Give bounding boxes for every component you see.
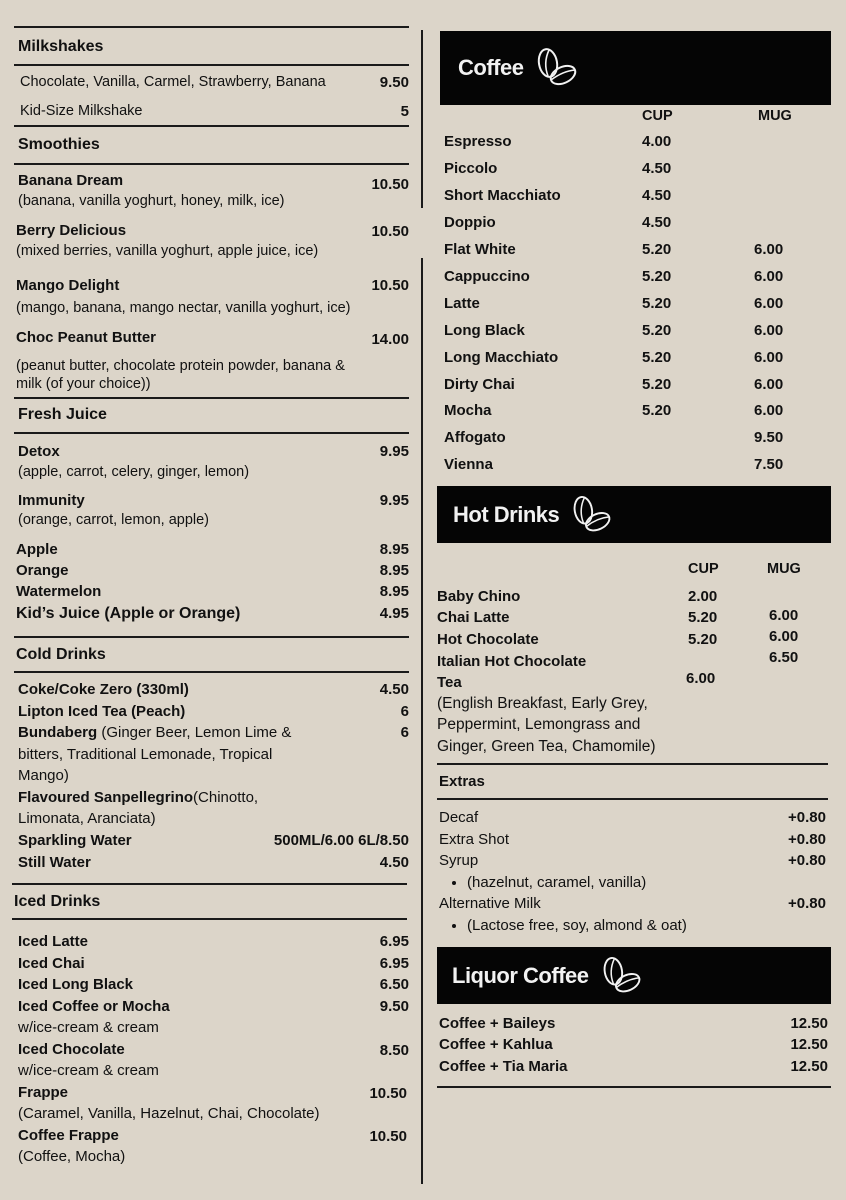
hot-drinks-banner [437, 486, 831, 543]
menu-item-price: 10.50 [371, 277, 409, 294]
menu-item-price: 500ML/6.00 6L/8.50 [273, 832, 409, 849]
menu-item-price: 8.50 [379, 1042, 409, 1059]
section-title-iced-drinks: Iced Drinks [14, 893, 101, 910]
section-title-hot-drinks: Hot Drinks [453, 501, 560, 527]
menu-item-price: 9.95 [379, 443, 409, 460]
menu-item-name: Latte [444, 295, 480, 312]
menu-item-name: Coffee + Tia Maria [439, 1058, 568, 1075]
column-separator [421, 258, 423, 1184]
menu-item-price: 8.95 [379, 541, 409, 558]
menu-item-desc: milk (of your choice)) [16, 376, 151, 392]
menu-item-name: Iced Latte [18, 933, 89, 950]
mug-price: 6.00 [754, 268, 784, 285]
tea-desc: Peppermint, Lemongrass and [437, 716, 641, 733]
menu-item-price: 4.50 [379, 681, 409, 698]
menu-item-name: Detox [18, 443, 60, 460]
tea-desc: (English Breakfast, Early Grey, [437, 695, 648, 712]
menu-item-desc: (mixed berries, vanilla yoghurt, apple juice, ice) [16, 243, 319, 259]
divider [14, 163, 409, 165]
cup-price: 2.00 [688, 588, 718, 605]
menu-item-desc: (banana, vanilla yoghurt, honey, milk, ice) [18, 193, 285, 209]
menu-item-name: Tea [437, 674, 462, 691]
menu-item-name: Cappuccino [444, 268, 530, 285]
menu-item-name: Sparkling Water [18, 832, 132, 849]
menu-item-name: Bundaberg [18, 724, 98, 741]
extra-price: +0.80 [788, 831, 826, 848]
menu-item-name: Coffee + Kahlua [439, 1036, 553, 1053]
menu-item-desc: (orange, carrot, lemon, apple) [18, 512, 210, 528]
column-header-mug: MUG [767, 561, 801, 577]
menu-item-name: Lipton Iced Tea (Peach) [18, 703, 186, 720]
menu-item-desc: (peanut butter, chocolate protein powder, banana & [16, 358, 345, 374]
section-title-coffee: Coffee [458, 55, 524, 80]
menu-item-price: 6 [400, 724, 409, 741]
menu-item-name: Mocha [444, 402, 492, 419]
extra-price: +0.80 [788, 809, 826, 826]
menu-item-price: 10.50 [369, 1128, 407, 1145]
mug-price: 6.00 [754, 295, 784, 312]
cup-price: 4.00 [642, 133, 672, 150]
cup-price: 4.50 [642, 187, 672, 204]
mug-price: 7.50 [754, 456, 784, 473]
menu-item-desc: Limonata, Aranciata) [18, 810, 156, 827]
column-header-mug: MUG [758, 108, 792, 124]
menu-item-desc: (Caramel, Vanilla, Hazelnut, Chai, Chocolate) [18, 1105, 320, 1122]
extra-detail-list [439, 917, 687, 934]
cup-price: 5.20 [642, 295, 672, 312]
menu-item-name: Immunity [18, 492, 85, 509]
menu-item-name: Apple [16, 541, 58, 558]
menu-item-desc: w/ice-cream & cream [18, 1019, 159, 1036]
coffee-banner [440, 31, 831, 105]
menu-item-price: 12.50 [790, 1058, 828, 1075]
menu-item-name: Iced Long Black [18, 976, 134, 993]
divider [14, 125, 409, 127]
cup-price: 5.20 [642, 268, 672, 285]
menu-item-name: Espresso [444, 133, 512, 150]
menu-item-name: Flat White [444, 241, 516, 258]
menu-item-price: 9.50 [379, 998, 409, 1015]
menu-item-name: Flavoured Sanpellegrino [18, 789, 194, 806]
coffee-beans-icon [569, 493, 613, 537]
menu-item-price: 5 [400, 103, 409, 120]
menu-item-price: 10.50 [371, 176, 409, 193]
cup-price: 5.20 [688, 609, 718, 626]
column-header-cup: CUP [642, 108, 673, 124]
mug-price: 6.00 [754, 349, 784, 366]
menu-item-price: 9.95 [379, 492, 409, 509]
menu-item-price: 6.95 [379, 955, 409, 972]
extra-detail: • (Lactose free, soy, almond & oat) [467, 917, 687, 934]
coffee-beans-icon [533, 45, 579, 91]
menu-item-name: Iced Chocolate [18, 1041, 125, 1058]
menu-item-name: Piccolo [444, 160, 498, 177]
menu-item-name: Berry Delicious [16, 222, 127, 239]
menu-item-name: Watermelon [16, 583, 102, 600]
cup-price: 5.20 [642, 241, 672, 258]
menu-item-name: Coffee Frappe [18, 1127, 119, 1144]
divider [437, 763, 828, 765]
section-title-liquor-coffee: Liquor Coffee [452, 962, 589, 988]
divider [437, 1086, 831, 1088]
mug-price: 6.00 [754, 376, 784, 393]
divider [14, 397, 409, 399]
mug-price: 6.00 [769, 628, 799, 645]
menu-item-name: Dirty Chai [444, 376, 515, 393]
menu-item-name: Mango Delight [16, 277, 120, 294]
divider [14, 636, 409, 638]
menu-item-name: Baby Chino [437, 588, 521, 605]
extra-name: Decaf [439, 809, 479, 826]
menu-item-price: 6 [400, 703, 409, 720]
cup-price: 5.20 [642, 402, 672, 419]
menu-item-desc: (Coffee, Mocha) [18, 1148, 126, 1165]
menu-item-desc: w/ice-cream & cream [18, 1062, 159, 1079]
menu-item-name: Iced Chai [18, 955, 85, 972]
menu-item-price: 12.50 [790, 1015, 828, 1032]
extra-detail-list [439, 874, 646, 891]
liquor-coffee-banner [437, 947, 831, 1004]
menu-item-name: Coke/Coke Zero (330ml) [18, 681, 189, 698]
menu-item-name: Long Macchiato [444, 349, 559, 366]
menu-item-price: 6.50 [379, 976, 409, 993]
coffee-beans-icon [599, 954, 643, 998]
divider [14, 64, 409, 66]
divider [12, 918, 407, 920]
menu-item-price: 8.95 [379, 562, 409, 579]
section-title-fresh-juice: Fresh Juice [18, 406, 107, 423]
menu-item-desc: (mango, banana, mango nectar, vanilla yoghurt, ice) [16, 300, 351, 316]
cup-price: 4.50 [642, 214, 672, 231]
mug-price: 6.00 [754, 322, 784, 339]
menu-item-name: Frappe [18, 1084, 69, 1101]
menu-item-name: Coffee + Baileys [439, 1015, 556, 1032]
menu-item-name: Vienna [444, 456, 493, 473]
menu-item-name: Iced Coffee or Mocha [18, 998, 170, 1015]
mug-price: 6.00 [754, 241, 784, 258]
menu-item-bundaberg [18, 724, 291, 741]
menu-item-name: Chai Latte [437, 609, 510, 626]
mug-price: 6.00 [769, 607, 799, 624]
menu-item-price: 6.95 [379, 933, 409, 950]
menu-item-price: 9.50 [379, 74, 409, 91]
menu-item-price: 14.00 [371, 331, 409, 348]
divider [437, 798, 828, 800]
extra-name: Alternative Milk [439, 895, 541, 912]
menu-item-price: 4.95 [379, 605, 409, 622]
cup-price: 5.20 [642, 349, 672, 366]
menu-item-price: 12.50 [790, 1036, 828, 1053]
cup-price: 5.20 [688, 631, 718, 648]
menu-item-name: Choc Peanut Butter [16, 329, 157, 346]
menu-item-sanpellegrino [18, 789, 258, 806]
menu-item-price: 4.50 [379, 854, 409, 871]
menu-item-name: Long Black [444, 322, 525, 339]
extra-price: +0.80 [788, 852, 826, 869]
extra-name: Syrup [439, 852, 479, 869]
divider [14, 671, 409, 673]
section-title-milkshakes: Milkshakes [18, 38, 104, 55]
menu-item-desc: bitters, Traditional Lemonade, Tropical [18, 746, 273, 763]
divider [14, 26, 409, 28]
mug-price: 9.50 [754, 429, 784, 446]
section-title-smoothies: Smoothies [18, 136, 100, 153]
menu-item-name: Kid-Size Milkshake [20, 103, 143, 119]
menu-item-name: Affogato [444, 429, 506, 446]
cup-price: 4.50 [642, 160, 672, 177]
menu-item-price: 10.50 [369, 1085, 407, 1102]
column-separator [421, 30, 423, 208]
cup-price: 6.00 [686, 670, 716, 687]
tea-desc: Ginger, Green Tea, Chamomile) [437, 738, 656, 755]
menu-item-name: Chocolate, Vanilla, Carmel, Strawberry, Banana [20, 74, 326, 90]
menu-item-name: Banana Dream [18, 172, 124, 189]
menu-item-price: 8.95 [379, 583, 409, 600]
menu-item-desc: (Chinotto, [193, 789, 259, 806]
cup-price: 5.20 [642, 376, 672, 393]
menu-item-desc: (Ginger Beer, Lemon Lime & [97, 724, 292, 741]
extra-detail: • (hazelnut, caramel, vanilla) [467, 874, 646, 891]
menu-item-name: Short Macchiato [444, 187, 561, 204]
menu-item-name: Kid’s Juice (Apple or Orange) [16, 605, 241, 622]
extra-price: +0.80 [788, 895, 826, 912]
menu-item-name: Hot Chocolate [437, 631, 539, 648]
menu-item-name: Still Water [18, 854, 91, 871]
mug-price: 6.00 [754, 402, 784, 419]
section-title-cold-drinks: Cold Drinks [16, 646, 106, 663]
menu-item-desc: Mango) [18, 767, 69, 784]
section-title-extras: Extras [439, 773, 485, 790]
divider [14, 432, 409, 434]
extra-name: Extra Shot [439, 831, 510, 848]
menu-item-name: Orange [16, 562, 69, 579]
menu-item-desc: (apple, carrot, celery, ginger, lemon) [18, 464, 250, 480]
menu-item-name: Italian Hot Chocolate [437, 653, 587, 670]
column-header-cup: CUP [688, 561, 719, 577]
menu-item-name: Doppio [444, 214, 496, 231]
menu-item-price: 10.50 [371, 223, 409, 240]
divider [12, 883, 407, 885]
mug-price: 6.50 [769, 649, 799, 666]
cup-price: 5.20 [642, 322, 672, 339]
